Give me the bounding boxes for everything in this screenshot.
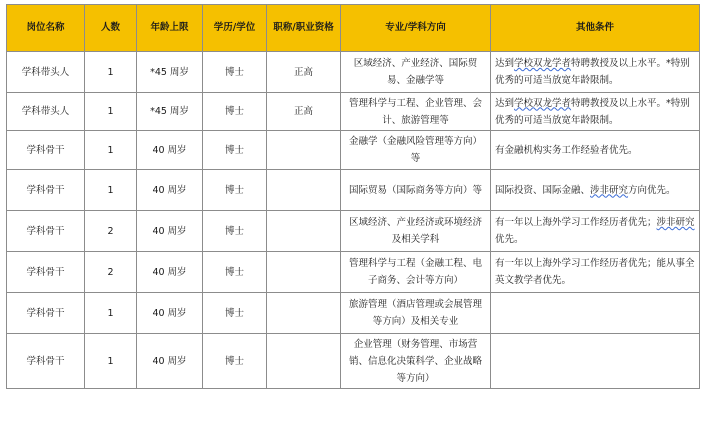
other-text: 达到 — [495, 58, 515, 69]
table-row — [7, 334, 700, 389]
cell-count: 1 — [85, 293, 137, 334]
header-count: 人数 — [85, 5, 137, 52]
cell-degree: 博士 — [203, 334, 267, 389]
cell-position: 学科骨干 — [7, 211, 85, 252]
cell-title — [267, 293, 341, 334]
cell-count: 2 — [85, 252, 137, 293]
other-text-tail: 优先。 — [495, 234, 524, 245]
table-row — [7, 170, 700, 211]
cell-degree: 博士 — [203, 131, 267, 170]
cell-age: 40 周岁 — [137, 334, 203, 389]
other-text: 有一年以上海外学习工作经历者优先；能从事全英文教学者优先。 — [495, 258, 695, 286]
recruitment-table — [6, 4, 700, 389]
header-position: 岗位名称 — [7, 5, 85, 52]
cell-major: 金融学（金融风险管理等方向）等 — [341, 131, 491, 170]
cell-age: *45 周岁 — [137, 93, 203, 131]
other-text: 有金融机构实务工作经验者优先。 — [495, 144, 638, 156]
other-underlined: 涉非研究 — [590, 184, 629, 196]
cell-degree: 博士 — [203, 293, 267, 334]
cell-other — [491, 252, 700, 293]
table-row — [7, 93, 700, 131]
cell-count: 1 — [85, 52, 137, 93]
cell-degree: 博士 — [203, 93, 267, 131]
other-text-tail: 特聘教授及以上水平。*特别优秀的可适当放宽年龄限制。 — [495, 58, 690, 86]
cell-title: 正高 — [267, 52, 341, 93]
cell-count: 2 — [85, 211, 137, 252]
cell-major: 企业管理（财务管理、市场营销、信息化决策科学、企业战略等方向） — [341, 334, 491, 389]
other-text-tail: 方向优先。 — [628, 184, 676, 196]
cell-title — [267, 211, 341, 252]
other-text: 国际投资、国际金融、 — [495, 184, 591, 196]
cell-major: 管理科学与工程（金融工程、电子商务、会计等方向） — [341, 252, 491, 293]
cell-age: 40 周岁 — [137, 252, 203, 293]
cell-position: 学科带头人 — [7, 93, 85, 131]
cell-age: *45 周岁 — [137, 52, 203, 93]
table-row — [7, 252, 700, 293]
cell-other — [491, 293, 700, 334]
cell-age: 40 周岁 — [137, 211, 203, 252]
cell-position: 学科带头人 — [7, 52, 85, 93]
cell-title — [267, 252, 341, 293]
cell-degree: 博士 — [203, 52, 267, 93]
cell-title — [267, 334, 341, 389]
cell-other — [491, 211, 700, 252]
cell-major: 管理科学与工程、企业管理、会计、旅游管理等 — [341, 93, 491, 131]
header-title: 职称/职业资格 — [267, 5, 341, 52]
table-row — [7, 293, 700, 334]
cell-position: 学科骨干 — [7, 293, 85, 334]
cell-age: 40 周岁 — [137, 131, 203, 170]
header-degree: 学历/学位 — [203, 5, 267, 52]
other-text-tail: 特聘教授及以上水平。*特别优秀的可适当放宽年龄限制。 — [495, 97, 690, 126]
cell-other — [491, 170, 700, 211]
cell-title: 正高 — [267, 93, 341, 131]
other-underlined: 学校双龙学者 — [514, 58, 572, 69]
cell-position: 学科骨干 — [7, 131, 85, 170]
cell-count: 1 — [85, 334, 137, 389]
other-underlined: 涉非研究 — [656, 217, 695, 228]
recruitment-table-container — [6, 4, 699, 389]
table-row — [7, 52, 700, 93]
header-other: 其他条件 — [491, 5, 700, 52]
header-age: 年龄上限 — [137, 5, 203, 52]
other-underlined: 学校双龙学者 — [514, 97, 572, 109]
header-major: 专业/学科方向 — [341, 5, 491, 52]
other-text: 达到 — [495, 97, 515, 109]
cell-count: 1 — [85, 93, 137, 131]
cell-other — [491, 334, 700, 389]
cell-age: 40 周岁 — [137, 170, 203, 211]
table-row — [7, 211, 700, 252]
cell-title — [267, 170, 341, 211]
cell-major: 国际贸易（国际商务等方向）等 — [341, 170, 491, 211]
cell-count: 1 — [85, 170, 137, 211]
cell-degree: 博士 — [203, 211, 267, 252]
cell-position: 学科骨干 — [7, 334, 85, 389]
header-row — [7, 5, 700, 52]
cell-position: 学科骨干 — [7, 252, 85, 293]
cell-position: 学科骨干 — [7, 170, 85, 211]
cell-major: 旅游管理（酒店管理或会展管理等方向）及相关专业 — [341, 293, 491, 334]
table-row — [7, 131, 700, 170]
cell-degree: 博士 — [203, 170, 267, 211]
cell-other — [491, 131, 700, 170]
cell-count: 1 — [85, 131, 137, 170]
cell-age: 40 周岁 — [137, 293, 203, 334]
cell-major: 区域经济、产业经济、国际贸易、金融学等 — [341, 52, 491, 93]
other-text: 有一年以上海外学习工作经历者优先； — [495, 217, 657, 228]
cell-other — [491, 93, 700, 131]
cell-major: 区域经济、产业经济或环境经济及相关学科 — [341, 211, 491, 252]
cell-degree: 博士 — [203, 252, 267, 293]
cell-other — [491, 52, 700, 93]
cell-title — [267, 131, 341, 170]
